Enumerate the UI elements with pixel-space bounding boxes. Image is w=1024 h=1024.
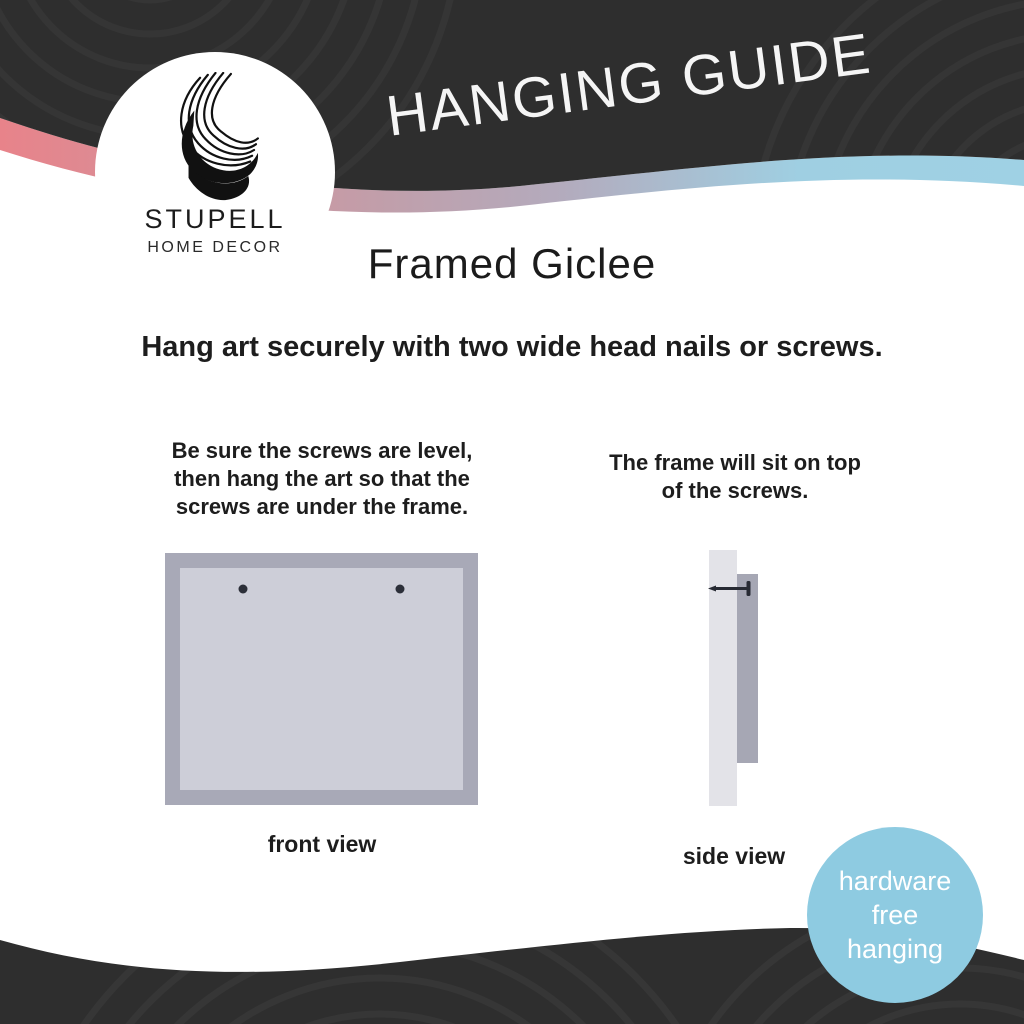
badge-line: hardware [838,866,952,896]
side-view-note-line: of the screws. [661,478,809,503]
hardware-free-hanging-badge [807,827,983,1003]
screw-dot-right [396,585,405,594]
badge-line: free [871,900,919,930]
front-view-note-line: then hang the art so that the [174,466,470,491]
front-view-note-line: screws are under the frame. [175,494,469,519]
brand-tagline: HOME DECOR [147,239,283,256]
brand-logo-badge [95,52,335,292]
brand-name: STUPELL [144,204,286,234]
instruction-text: Hang art securely with two wide head nails or screws. [141,331,883,363]
page-title: HANGING GUIDE [382,21,876,149]
front-view-note [150,437,494,521]
side-view-diagram [705,548,765,810]
side-frame-back-bar [737,574,758,763]
side-view-note-line: The frame will sit on top [609,450,861,475]
side-view-caption: side view [682,843,786,869]
frame-inner [180,568,463,790]
stupell-s-logo-icon [163,72,268,202]
screw-dot-left [239,585,248,594]
front-view-note-line: Be sure the screws are level, [171,438,473,463]
front-view-caption: front view [267,831,377,857]
product-type-title: Framed Giclee [367,240,657,287]
badge-line: hanging [846,934,944,964]
front-view-diagram [165,553,478,805]
side-view-note [570,449,900,505]
